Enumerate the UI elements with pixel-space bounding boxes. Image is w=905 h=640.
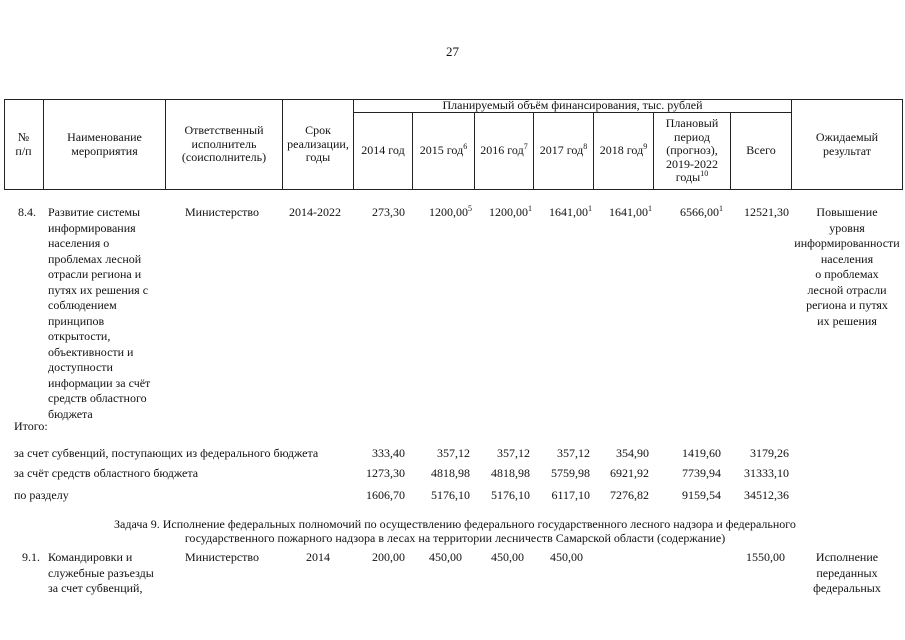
totals-row-1-v3: 5759,98 <box>551 466 590 480</box>
row-8-4-value-total: 12521,30 <box>744 205 789 219</box>
row-8-4-term: 2014-2022 <box>289 205 341 219</box>
row-8-4-result: Повышение уровня информированности населения о проблемах лесной отрасли региона и путях их решения <box>794 205 900 328</box>
task9-title: Задача 9. Исполнение федеральных полномочий по осуществлению федерального государственного лесного надзора и федерального государственного пожарного надзора в лесах на территории лесничеств Самарской области (содержание) <box>114 517 796 545</box>
row-9-1-value-2017: 450,00 <box>550 550 583 564</box>
totals-row-1-v5: 7739,94 <box>682 466 721 480</box>
totals-row-2-v3: 6117,10 <box>551 488 590 502</box>
totals-row-1-v0: 1273,30 <box>366 466 405 480</box>
row-9-1-num: 9.1. <box>22 550 40 564</box>
totals-row-2-v4: 7276,82 <box>610 488 649 502</box>
row-9-1-term: 2014 <box>306 550 330 564</box>
totals-row-2-v0: 1606,70 <box>366 488 405 502</box>
totals-row-0-v3: 357,12 <box>557 446 590 460</box>
row-9-1-name: Командировки и служебные разъезды за счет субвенций, <box>48 550 154 595</box>
header-year-2014: 2014 год <box>361 143 405 158</box>
header-name: Наименование мероприятия <box>67 130 142 158</box>
row-9-1-executor: Министерство <box>185 550 259 564</box>
header-year-2015: 2015 год$^6$ <box>419 142 468 158</box>
page-number: 27 <box>446 44 459 59</box>
header-result: Ожидаемый результат <box>815 130 879 158</box>
totals-row-label: за счет субвенций, поступающих из федерального бюджета <box>14 446 319 460</box>
row-8-4-value-2016: 1200,00$^1$ <box>489 204 532 219</box>
row-9-1-value-total: 1550,00 <box>746 550 785 564</box>
totals-row-2-v2: 5176,10 <box>491 488 530 502</box>
totals-row-label: по разделу <box>14 488 69 502</box>
totals-row-1-v2: 4818,98 <box>491 466 530 480</box>
header-total: Всего <box>746 143 776 158</box>
totals-row-1-v1: 4818,98 <box>431 466 470 480</box>
row-8-4-value-2014: 273,30 <box>372 205 405 219</box>
totals-row-0-v0: 333,40 <box>372 446 405 460</box>
totals-row-2-v6: 34512,36 <box>744 488 789 502</box>
row-8-4-name: Развитие системы информирования населения о проблемах лесной отрасли региона и путях их решения с соблюдением принципов открытости, объективности и доступности информации за счёт средств областного бюджета <box>48 205 151 421</box>
header-term: Срок реализации, годы <box>287 123 349 165</box>
totals-row-1-v6: 31333,10 <box>744 466 789 480</box>
totals-row-0-v1: 357,12 <box>437 446 470 460</box>
header-executor: Ответственный исполнитель (соисполнитель) <box>181 123 267 165</box>
row-8-4-value-2018: 1641,00$^1$ <box>609 204 652 219</box>
header-year-2018: 2018 год$^9$ <box>599 142 648 158</box>
row-9-1-value-2015: 450,00 <box>429 550 462 564</box>
row-8-4-num: 8.4. <box>18 205 36 219</box>
row-9-1-value-2016: 450,00 <box>491 550 524 564</box>
row-9-1-value-2014: 200,00 <box>372 550 405 564</box>
row-8-4-value-plan: 6566,00$^1$ <box>680 204 723 219</box>
totals-row-2-v5: 9159,54 <box>682 488 721 502</box>
header-financing-title: Планируемый объём финансирования, тыс. рублей <box>442 97 703 112</box>
totals-title: Итого: <box>14 419 48 433</box>
totals-row-0-v2: 357,12 <box>497 446 530 460</box>
totals-row-0-v6: 3179,26 <box>750 446 789 460</box>
row-8-4-executor: Министерство <box>185 205 259 219</box>
row-8-4-value-2017: 1641,00$^1$ <box>549 204 592 219</box>
row-8-4-value-2015: 1200,00$^5$ <box>429 204 472 219</box>
totals-row-1-v4: 6921,92 <box>610 466 649 480</box>
totals-row-0-v4: 354,90 <box>616 446 649 460</box>
row-9-1-result: Исполнение переданных федеральных <box>813 550 881 595</box>
totals-row-0-v5: 1419,60 <box>682 446 721 460</box>
header-num: № п/п <box>15 130 32 158</box>
header-year-2017: 2017 год$^8$ <box>539 142 588 158</box>
totals-row-2-v1: 5176,10 <box>431 488 470 502</box>
totals-row-label: за счёт средств областного бюджета <box>14 466 199 480</box>
header-year-2016: 2016 год$^7$ <box>480 142 528 158</box>
header-plan-period: Плановый период (прогноз), 2019-2022 годы$^{10}$ <box>665 116 719 185</box>
col-border-12 <box>902 99 903 190</box>
